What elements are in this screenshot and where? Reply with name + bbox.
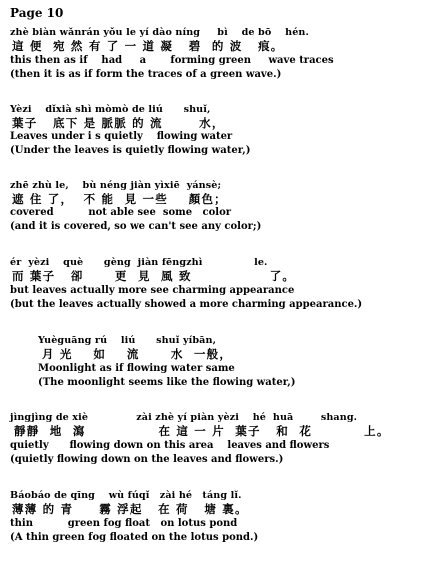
- translation-line: (Under the leaves is quietly flowing water,): [10, 145, 251, 156]
- chinese-line: 月 光 如 流 水 一般，: [42, 347, 233, 361]
- chinese-line: 這 便 宛 然 有 了 一 道 凝 碧 的 波 痕。: [12, 39, 284, 53]
- english-gloss-line: Leaves under i s quietly flowing water: [10, 131, 233, 142]
- english-gloss-line: this then as if had a forming green wave traces: [10, 55, 334, 66]
- translation-line: (and it is covered, so we can't see any color;): [10, 221, 262, 232]
- chinese-line: 遮 住 了， 不 能 見 一些 顏色；: [12, 192, 227, 206]
- pinyin-line: Yèzi dǐxià shì mòmò de liú shuǐ,: [10, 104, 211, 115]
- pinyin-line: ér yèzi què gèng jiàn fēngzhì le.: [10, 257, 268, 268]
- translation-line: (quietly flowing down on the leaves and flowers.): [10, 454, 284, 465]
- pinyin-line: Yuèguāng rú liú shuǐ yíbān,: [38, 335, 217, 346]
- translation-line: (but the leaves actually showed a more charming appearance.): [10, 299, 363, 310]
- chinese-line: 靜靜 地 瀉 在 這 一 片 葉子 和 花 上。: [14, 424, 390, 438]
- english-gloss-line: quietly flowing down on this area leaves and flowers: [10, 440, 330, 451]
- english-gloss-line: but leaves actually more see charming appearance: [10, 285, 295, 296]
- pinyin-line: zhē zhù le, bù néng jiàn yìxiē yánsè;: [10, 180, 222, 191]
- pinyin-line: jìngjìng de xiè zài zhè yí piàn yèzi hé huā shang.: [10, 412, 358, 423]
- pinyin-line: zhè biàn wǎnrán yǒu le yí dào níng bì de bō hén.: [10, 27, 309, 38]
- english-gloss-line: Moonlight as if flowing water same: [38, 363, 235, 374]
- chinese-line: 而 葉子 卻 更 見 風 致 了。: [12, 269, 296, 283]
- page-label: Page 10: [10, 6, 64, 20]
- english-gloss-line: covered not able see some color: [10, 207, 232, 218]
- chinese-line: 葉子 底下 是 脈脈 的 流 水，: [12, 116, 225, 130]
- translation-line: (then it is as if form the traces of a green wave.): [10, 69, 282, 80]
- pinyin-line: Báobáo de qīng wù fúqǐ zài hé táng lǐ.: [10, 490, 242, 501]
- chinese-line: 薄薄 的 青 霧 浮起 在 荷 塘 裏。: [12, 502, 248, 516]
- english-gloss-line: thin green fog float on lotus pond: [10, 518, 238, 529]
- translation-line: (The moonlight seems like the flowing water,): [38, 377, 296, 388]
- translation-line: (A thin green fog floated on the lotus pond.): [10, 532, 259, 543]
